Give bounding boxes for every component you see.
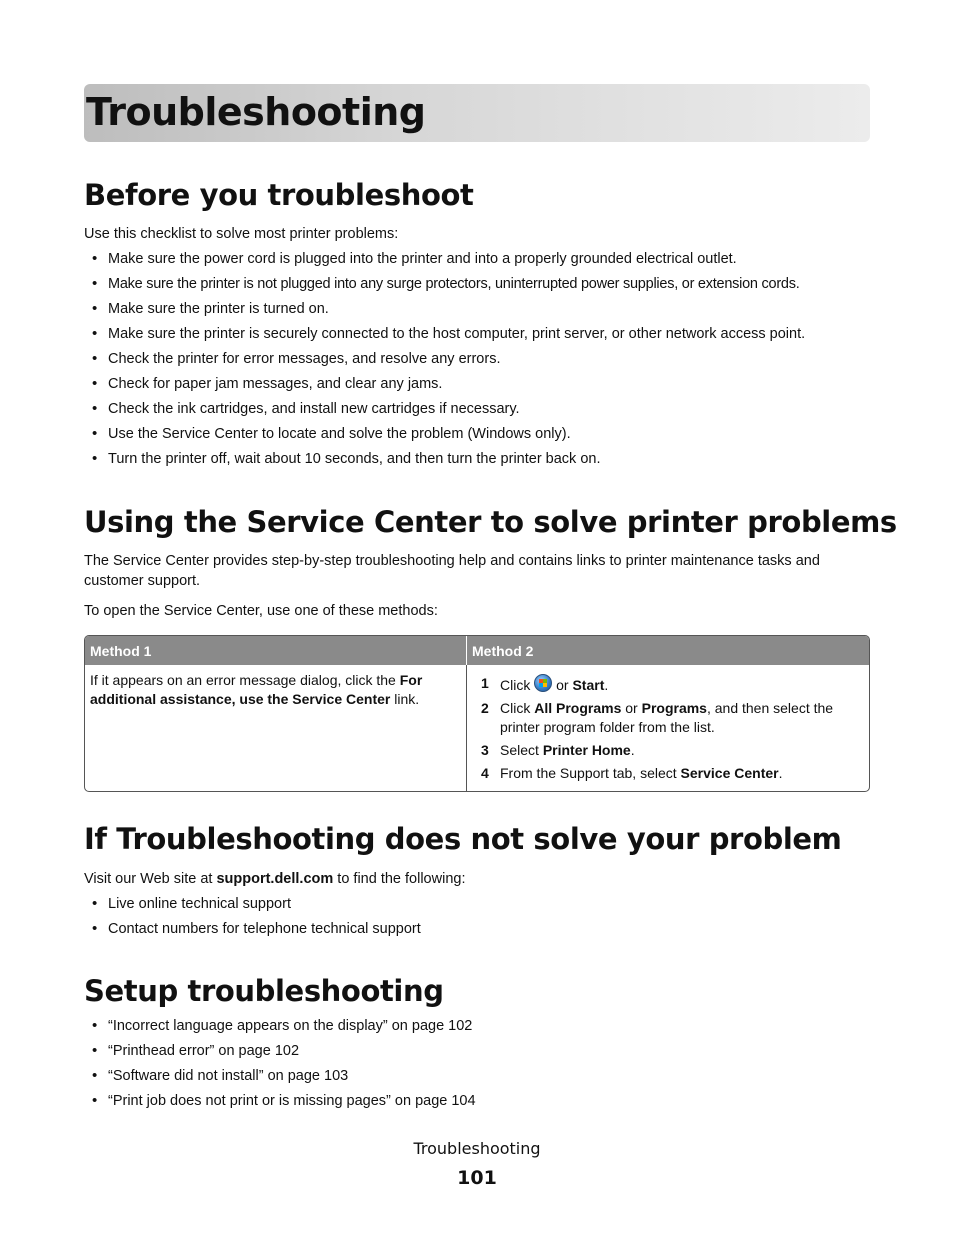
service-center-description: The Service Center provides step-by-step troubleshooting help and contains links to printer maintenance tasks and customer support. bbox=[84, 553, 820, 589]
programs-label: Programs bbox=[641, 700, 707, 716]
before-intro: Use this checklist to solve most printer problems: bbox=[84, 226, 399, 242]
list-item: • Make sure the printer is not plugged into any surge protectors, uninterrupted power supplies, or extension cords. bbox=[84, 274, 884, 299]
cross-reference-link[interactable]: • “Printhead error” on page 102 bbox=[84, 1041, 884, 1066]
methods-table bbox=[84, 635, 870, 792]
heading-setup-troubleshooting: Setup troubleshooting bbox=[84, 974, 444, 1008]
intro-text: Visit our Web site at bbox=[84, 871, 217, 887]
step-item bbox=[472, 674, 864, 695]
heading-service-center: Using the Service Center to solve printer problems bbox=[84, 505, 897, 539]
cross-reference-link[interactable]: • “Print job does not print or is missing pages” on page 104 bbox=[84, 1091, 884, 1116]
step-text: Select bbox=[500, 742, 543, 758]
windows-start-orb-icon bbox=[534, 674, 552, 692]
method2-cell bbox=[466, 665, 869, 791]
support-website: support.dell.com bbox=[216, 871, 334, 887]
method1-text-end: link. bbox=[390, 691, 420, 707]
method1-header: Method 1 bbox=[85, 636, 466, 665]
list-item: • Contact numbers for telephone technical support bbox=[84, 919, 884, 944]
step-text: Click bbox=[500, 700, 535, 716]
list-item: • Make sure the printer is securely connected to the host computer, print server, or other network access point. bbox=[84, 324, 884, 349]
method2-header: Method 2 bbox=[466, 636, 869, 665]
chapter-title: Troubleshooting bbox=[86, 90, 426, 134]
list-item: • Make sure the power cord is plugged into the printer and into a properly grounded electrical outlet. bbox=[84, 249, 884, 274]
step-text: . bbox=[778, 765, 783, 781]
step-text: . bbox=[630, 742, 635, 758]
step-number: 4 bbox=[481, 765, 489, 781]
footer-section-name: Troubleshooting bbox=[413, 1139, 541, 1158]
service-center-methods-intro: To open the Service Center, use one of these methods: bbox=[84, 603, 438, 619]
step-item bbox=[472, 741, 864, 760]
all-programs-label: All Programs bbox=[534, 700, 622, 716]
step-text: From the Support tab, select bbox=[500, 765, 681, 781]
cross-reference-link[interactable]: • “Software did not install” on page 103 bbox=[84, 1066, 884, 1091]
step-item bbox=[472, 699, 864, 737]
heading-before-you-troubleshoot: Before you troubleshoot bbox=[84, 178, 474, 212]
list-item: • Check the printer for error messages, and resolve any errors. bbox=[84, 349, 884, 374]
step-text: . bbox=[604, 677, 609, 693]
support-list bbox=[84, 894, 884, 944]
step-text: Click bbox=[500, 677, 535, 693]
intro-text-end: to find the following: bbox=[333, 871, 466, 887]
list-item: • Check the ink cartridges, and install new cartridges if necessary. bbox=[84, 399, 884, 424]
checklist bbox=[84, 249, 884, 474]
step-number: 1 bbox=[481, 675, 489, 691]
method1-cell bbox=[85, 665, 466, 791]
list-item: • Check for paper jam messages, and clear any jams. bbox=[84, 374, 884, 399]
step-number: 2 bbox=[481, 700, 489, 716]
list-item: • Live online technical support bbox=[84, 894, 884, 919]
not-solved-intro bbox=[84, 869, 874, 889]
method2-steps bbox=[472, 674, 864, 783]
heading-troubleshooting-not-solved: If Troubleshooting does not solve your problem bbox=[84, 822, 842, 856]
list-item: • Use the Service Center to locate and solve the problem (Windows only). bbox=[84, 424, 884, 449]
printer-home-label: Printer Home bbox=[542, 742, 631, 758]
list-item: • Turn the printer off, wait about 10 seconds, and then turn the printer back on. bbox=[84, 449, 884, 474]
start-label: Start bbox=[572, 677, 605, 693]
list-item: • Make sure the printer is turned on. bbox=[84, 299, 884, 324]
step-item bbox=[472, 764, 864, 783]
setup-topics-list bbox=[84, 1016, 884, 1116]
step-number: 3 bbox=[481, 742, 489, 758]
page-number: 101 bbox=[457, 1167, 497, 1189]
cross-reference-link[interactable]: • “Incorrect language appears on the display” on page 102 bbox=[84, 1016, 884, 1041]
step-text: or bbox=[552, 677, 573, 693]
step-text: or bbox=[621, 700, 642, 716]
method1-text: If it appears on an error message dialog, click the bbox=[90, 672, 400, 688]
step-text: , and then select the printer program folder from the list. bbox=[500, 700, 834, 735]
service-center-link-label: For additional assistance, use the Service Center bbox=[90, 672, 423, 707]
service-center-label: Service Center bbox=[680, 765, 779, 781]
